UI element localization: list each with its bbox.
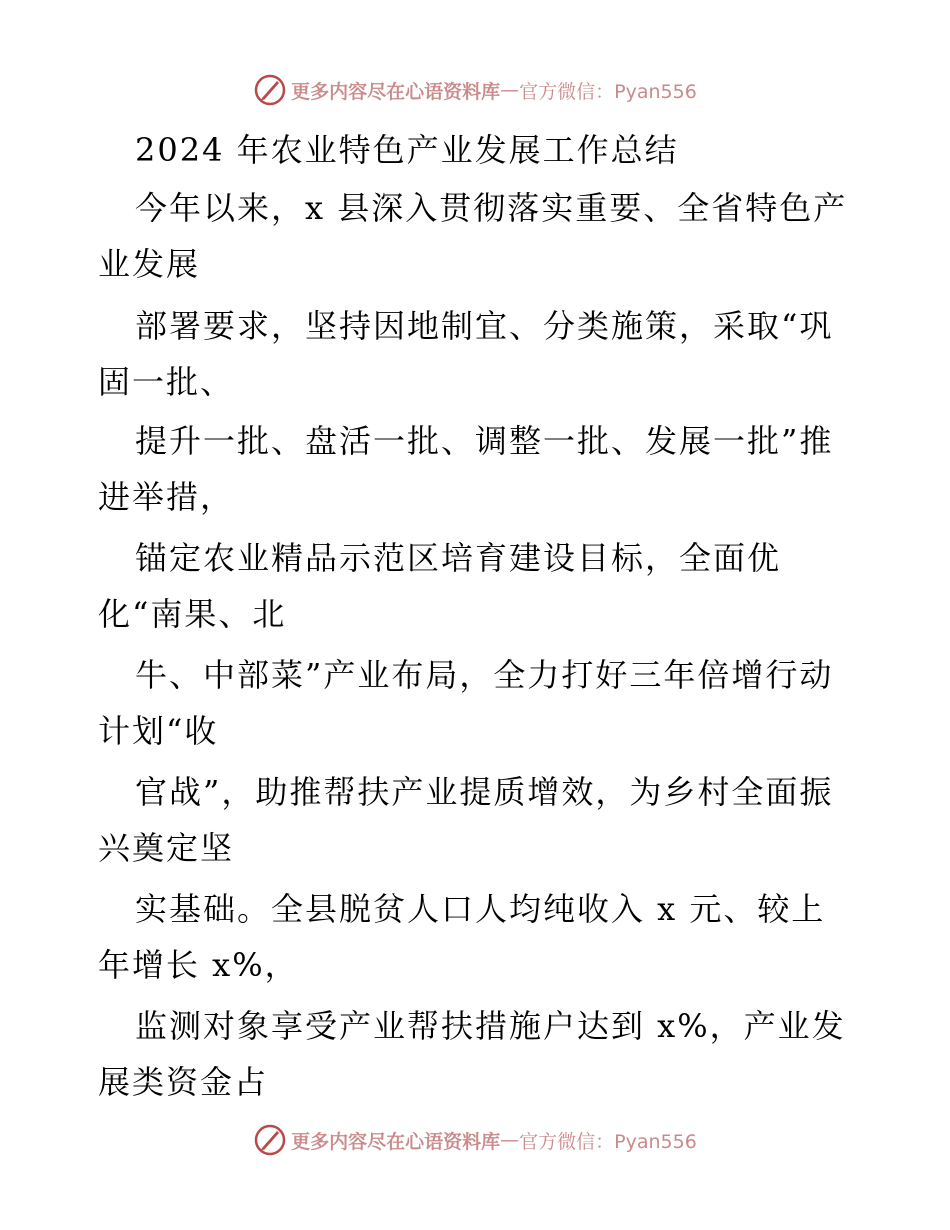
paragraph-line: 部署要求，坚持因地制宜、分类施策，采取“巩: [135, 307, 834, 345]
paragraph-line: 化“南果、北: [98, 595, 287, 633]
paragraph-line: 展类资金占: [98, 1063, 269, 1101]
banner-contact-text: 官方微信：Pyan556: [519, 80, 697, 103]
paragraph-line: 提升一批、盘活一批、调整一批、发展一批”推: [135, 422, 834, 460]
paragraph-line: 牛、中部菜”产业布局，全力打好三年倍增行动: [135, 656, 834, 694]
paragraph-line: 业发展: [98, 245, 201, 283]
paragraph-line: 进举措，: [98, 478, 235, 516]
banner-brand-text: 更多内容尽在心语资料库: [291, 1130, 501, 1153]
paragraph-line: 官战”，助推帮扶产业提质增效，为乡村全面振: [135, 773, 834, 811]
quill-logo-icon: [253, 1123, 287, 1157]
banner-separator: —: [500, 1129, 520, 1151]
paragraph-line: 兴奠定坚: [98, 829, 235, 867]
paragraph-line: 年增长 x%，: [98, 946, 299, 984]
document-title: 2024 年农业特色产业发展工作总结: [135, 131, 679, 169]
quill-logo-icon: [253, 73, 287, 107]
footer-watermark-banner: [0, 1120, 950, 1160]
paragraph-line: 实基础。全县脱贫人口人均纯收入 x 元、较上: [135, 890, 826, 928]
paragraph-line: 今年以来，x 县深入贯彻落实重要、全省特色产: [135, 189, 848, 227]
banner-separator: —: [500, 79, 520, 101]
paragraph-line: 固一批、: [98, 363, 235, 401]
paragraph-line: 锚定农业精品示范区培育建设目标，全面优: [135, 539, 782, 577]
header-watermark-banner: [0, 70, 950, 110]
paragraph-line: 计划“收: [98, 712, 219, 750]
banner-contact-text: 官方微信：Pyan556: [519, 1130, 697, 1153]
banner-brand-text: 更多内容尽在心语资料库: [291, 80, 501, 103]
paragraph-line: 监测对象享受产业帮扶措施户达到 x%，产业发: [135, 1007, 846, 1045]
